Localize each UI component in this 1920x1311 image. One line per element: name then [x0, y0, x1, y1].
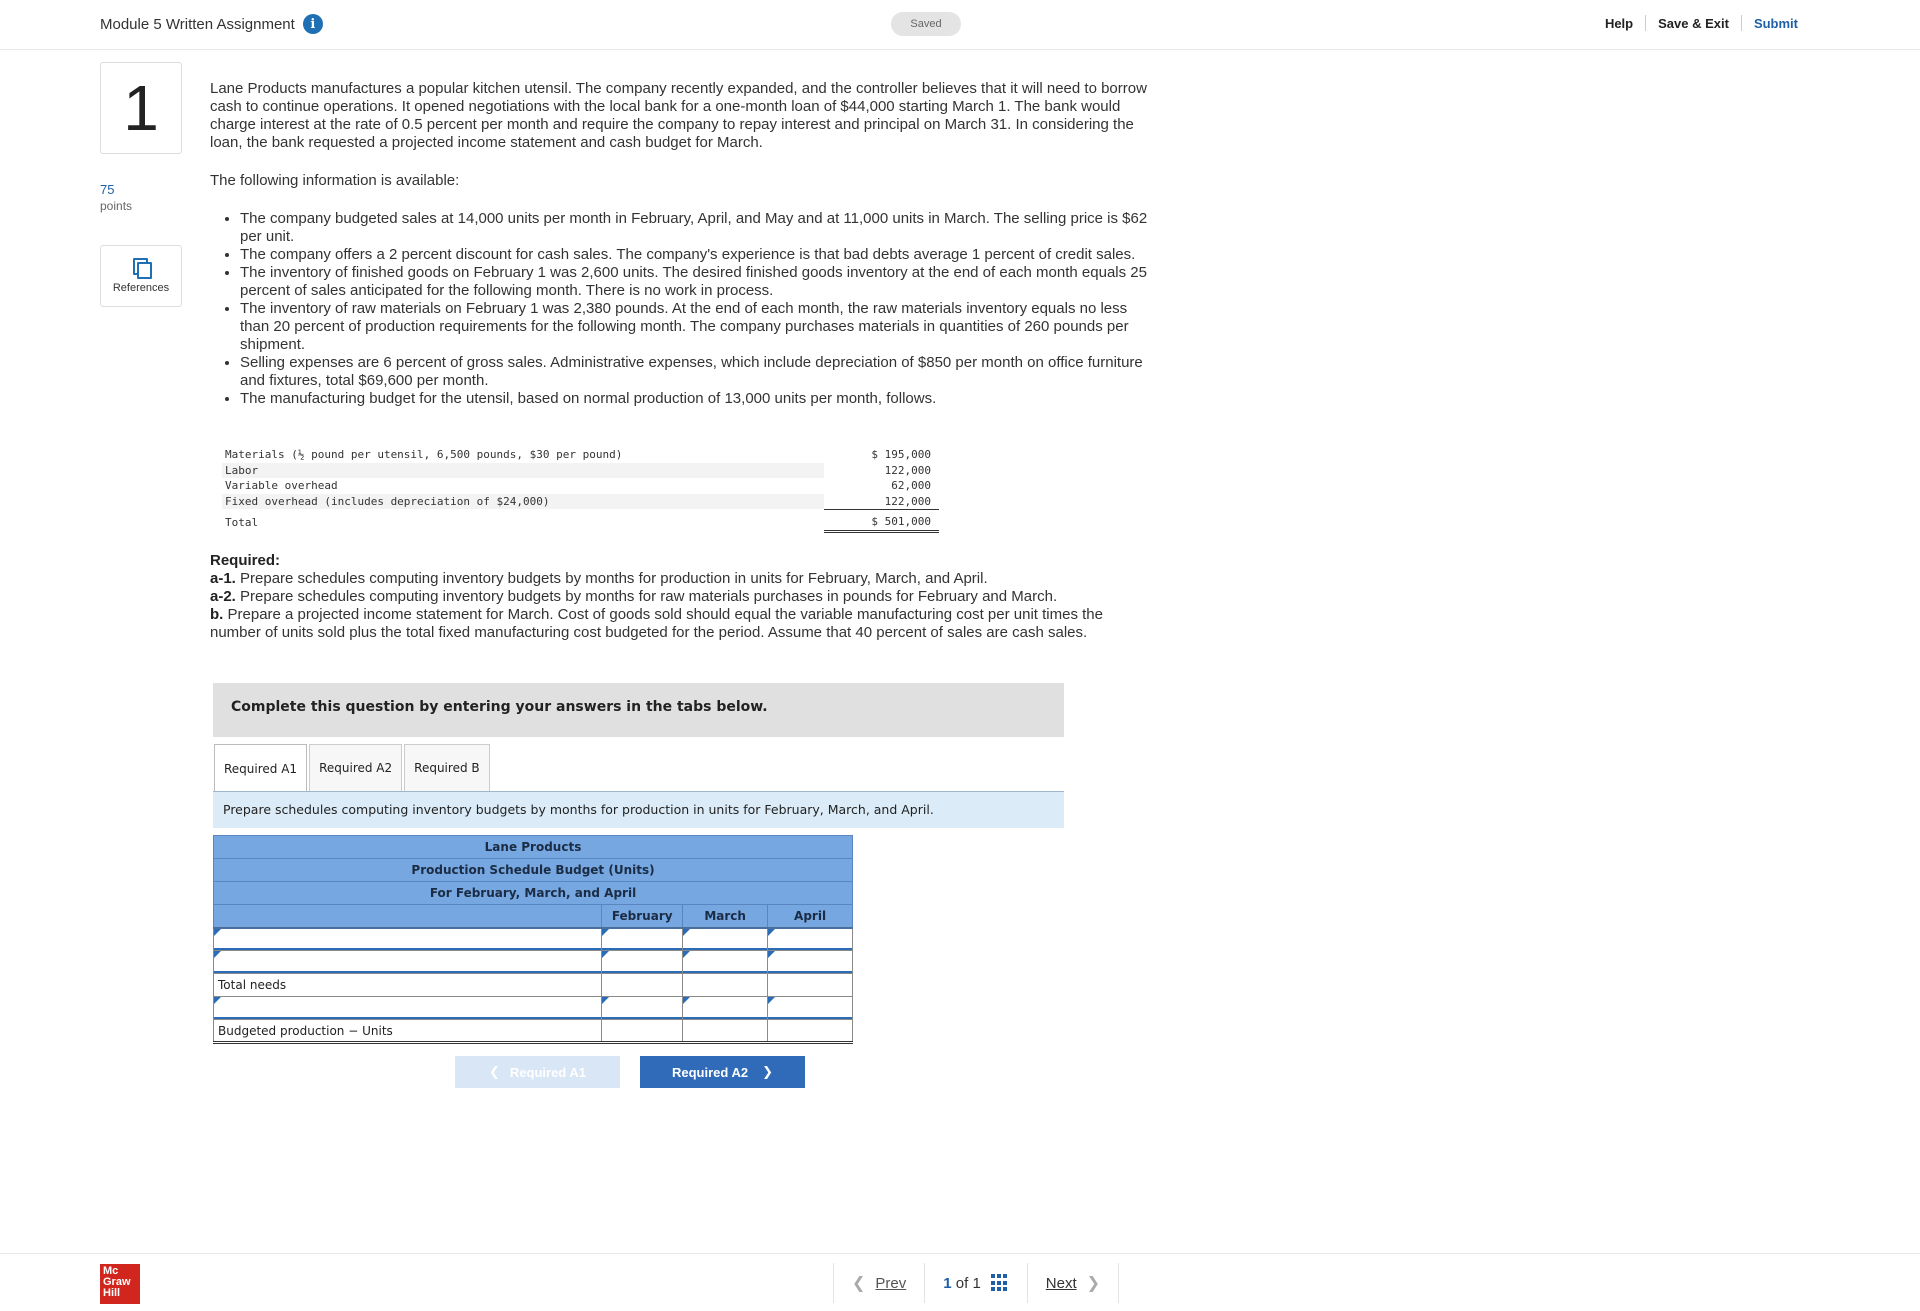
april-cell: [768, 974, 853, 997]
page-total: 1: [972, 1274, 981, 1292]
label-dropdown[interactable]: [214, 951, 602, 974]
budget-amount: 62,000: [891, 479, 931, 493]
budget-label: Variable overhead: [225, 479, 338, 493]
table-row: [214, 928, 853, 951]
table-row: [214, 951, 853, 974]
february-input[interactable]: [602, 997, 683, 1020]
budget-total-label: Total: [225, 515, 259, 529]
prev-tab-label: Required A1: [509, 1064, 586, 1080]
budget-amount: 122,000: [824, 494, 939, 510]
march-input[interactable]: [683, 997, 768, 1020]
april-input[interactable]: [768, 997, 853, 1020]
references-icon: [133, 258, 149, 276]
problem-text: [210, 80, 1150, 408]
march-cell: [683, 1020, 768, 1043]
required-a1: a-1. Prepare schedules computing inventory budgets by months for production in units for February, March, and April.: [210, 570, 988, 587]
next-question-label: Next: [1045, 1274, 1077, 1292]
page-current: 1: [943, 1274, 952, 1292]
budget-total-amount: $ 501,000: [824, 509, 939, 531]
required-b: b. Prepare a projected income statement for March. Cost of goods sold should equal the variable manufacturing cost per unit times the number of units sold plus the total fixed manufacturing cost budgeted for the period. Assume that 40 percent of sales are cash sales.: [210, 606, 1103, 641]
top-links: [1593, 15, 1810, 31]
list-item: • Selling expenses are 6 percent of gross sales. Administrative expenses, which include depreciation of $850 per month on office furniture and fixtures, total $69,600 per month.: [240, 354, 1150, 390]
prev-tab-button[interactable]: [455, 1056, 620, 1088]
label-dropdown[interactable]: [214, 997, 602, 1020]
table-row: [214, 997, 853, 1020]
february-cell: [602, 1020, 683, 1043]
table-row: [214, 836, 853, 859]
assignment-title-text: Module 5 Written Assignment: [100, 15, 295, 33]
prev-question-label: Prev: [875, 1274, 907, 1292]
help-link[interactable]: Help: [1604, 15, 1634, 31]
schedule-title: Production Schedule Budget (Units): [214, 859, 853, 882]
tab-required-b[interactable]: Required B: [404, 744, 489, 791]
info-bullets: [210, 210, 1150, 408]
question-pager: [833, 1264, 1119, 1302]
table-row: [222, 478, 939, 494]
grid-icon[interactable]: [991, 1274, 1009, 1292]
label-dropdown[interactable]: [214, 928, 602, 951]
column-header-april: April: [768, 905, 853, 928]
prev-question-button[interactable]: [834, 1273, 924, 1293]
budget-amount: 122,000: [884, 463, 931, 477]
saved-status-badge: Saved: [891, 12, 961, 36]
points-display: [100, 182, 132, 214]
available-heading: The following information is available:: [210, 172, 460, 189]
references-button[interactable]: [100, 245, 182, 307]
list-item: • The inventory of finished goods on February 1 was 2,600 units. The desired finished goods inventory at the end of each month equals 25 percent of sales anticipated for the following month. There is no work in process.: [240, 264, 1150, 300]
chevron-left-icon: ❮: [852, 1275, 866, 1292]
table-row: [214, 905, 853, 928]
table-row-total: [222, 509, 939, 531]
column-header-february: February: [602, 905, 683, 928]
mcgraw-hill-logo: Mc Graw Hill: [100, 1264, 140, 1304]
table-row: [222, 447, 939, 463]
assignment-title: [100, 14, 323, 34]
next-tab-button[interactable]: [640, 1056, 805, 1088]
chevron-right-icon: ❯: [1086, 1275, 1101, 1292]
save-exit-link[interactable]: Save & Exit: [1658, 15, 1729, 31]
tab-required-a2[interactable]: Required A2: [309, 744, 402, 791]
march-input[interactable]: [683, 951, 768, 974]
list-item: • The inventory of raw materials on February 1 was 2,380 pounds. At the end of each month, the raw materials inventory equals no less than 20 percent of production requirements for the following month. The company purchases materials in quantities of 260 pounds per shipment.: [240, 300, 1150, 354]
tab-instruction: Prepare schedules computing inventory budgets by months for production in units for February, March, and April.: [213, 792, 1064, 828]
april-input[interactable]: [768, 928, 853, 951]
budget-amount: $ 195,000: [871, 448, 931, 462]
production-schedule-table: [213, 835, 853, 1044]
table-row-budgeted-production: [214, 1020, 853, 1043]
points-label: points: [100, 199, 133, 213]
answer-tabs: [214, 744, 492, 792]
complete-prompt: Complete this question by entering your answers in the tabs below.: [213, 683, 1064, 737]
february-input[interactable]: [602, 951, 683, 974]
march-input[interactable]: [683, 928, 768, 951]
required-heading: Required:: [210, 552, 281, 569]
submit-link[interactable]: Submit: [1753, 15, 1798, 31]
total-needs-label: Total needs: [214, 974, 602, 997]
table-row: [222, 463, 939, 479]
february-cell: [602, 974, 683, 997]
manufacturing-budget-table: [222, 447, 939, 533]
schedule-period: For February, March, and April: [214, 882, 853, 905]
table-row: [214, 859, 853, 882]
problem-intro: Lane Products manufactures a popular kitchen utensil. The company recently expanded, and the controller believes that it will need to borrow cash to continue operations. It opened negotiations with the local bank for a one-month loan of $44,000 starting March 1. The bank would charge interest at the rate of 0.5 percent per month and require the company to repay interest and principal on March 31. In considering the loan, the bank requested a projected income statement and cash budget for March.: [210, 80, 1147, 151]
list-item: • The company offers a 2 percent discount for cash sales. The company's experience is that bad debts average 1 percent of credit sales.: [240, 246, 1150, 264]
february-input[interactable]: [602, 928, 683, 951]
divider: [1118, 1263, 1119, 1303]
list-item: • The manufacturing budget for the utensil, based on normal production of 13,000 units per month, follows.: [240, 390, 1150, 408]
budget-label: Materials (½ pound per utensil, 6,500 pounds, $30 per pound): [225, 448, 623, 462]
chevron-right-icon: ❯: [762, 1064, 773, 1079]
april-input[interactable]: [768, 951, 853, 974]
next-tab-label: Required A2: [672, 1064, 749, 1080]
table-row-total-needs: [214, 974, 853, 997]
top-bar: [0, 0, 1920, 50]
schedule-company: Lane Products: [214, 836, 853, 859]
required-a2: a-2. Prepare schedules computing inventory budgets by months for raw materials purchases in pounds for February and March.: [210, 588, 1058, 605]
march-cell: [683, 974, 768, 997]
list-item: • The company budgeted sales at 14,000 units per month in February, April, and May and at 11,000 units in March. The selling price is $62 per unit.: [240, 210, 1150, 246]
footer-divider: [0, 1253, 1920, 1254]
references-label: References: [112, 282, 170, 294]
column-header-march: March: [683, 905, 768, 928]
chevron-left-icon: ❮: [489, 1064, 500, 1079]
budget-label: Fixed overhead (includes depreciation of $24,000): [222, 494, 815, 510]
budgeted-production-label: Budgeted production − Units: [214, 1020, 602, 1043]
page-indicator[interactable]: 1 of 1: [925, 1274, 1027, 1292]
table-row: [222, 494, 939, 510]
question-number: 1: [100, 62, 182, 154]
table-row: [214, 882, 853, 905]
required-section: [210, 552, 1150, 642]
budget-label: Labor: [222, 463, 815, 479]
next-question-button[interactable]: [1028, 1273, 1118, 1293]
april-cell: [768, 1020, 853, 1043]
info-icon[interactable]: i: [303, 14, 323, 34]
tab-required-a1[interactable]: Required A1: [214, 744, 307, 792]
points-value: 75: [100, 182, 115, 197]
